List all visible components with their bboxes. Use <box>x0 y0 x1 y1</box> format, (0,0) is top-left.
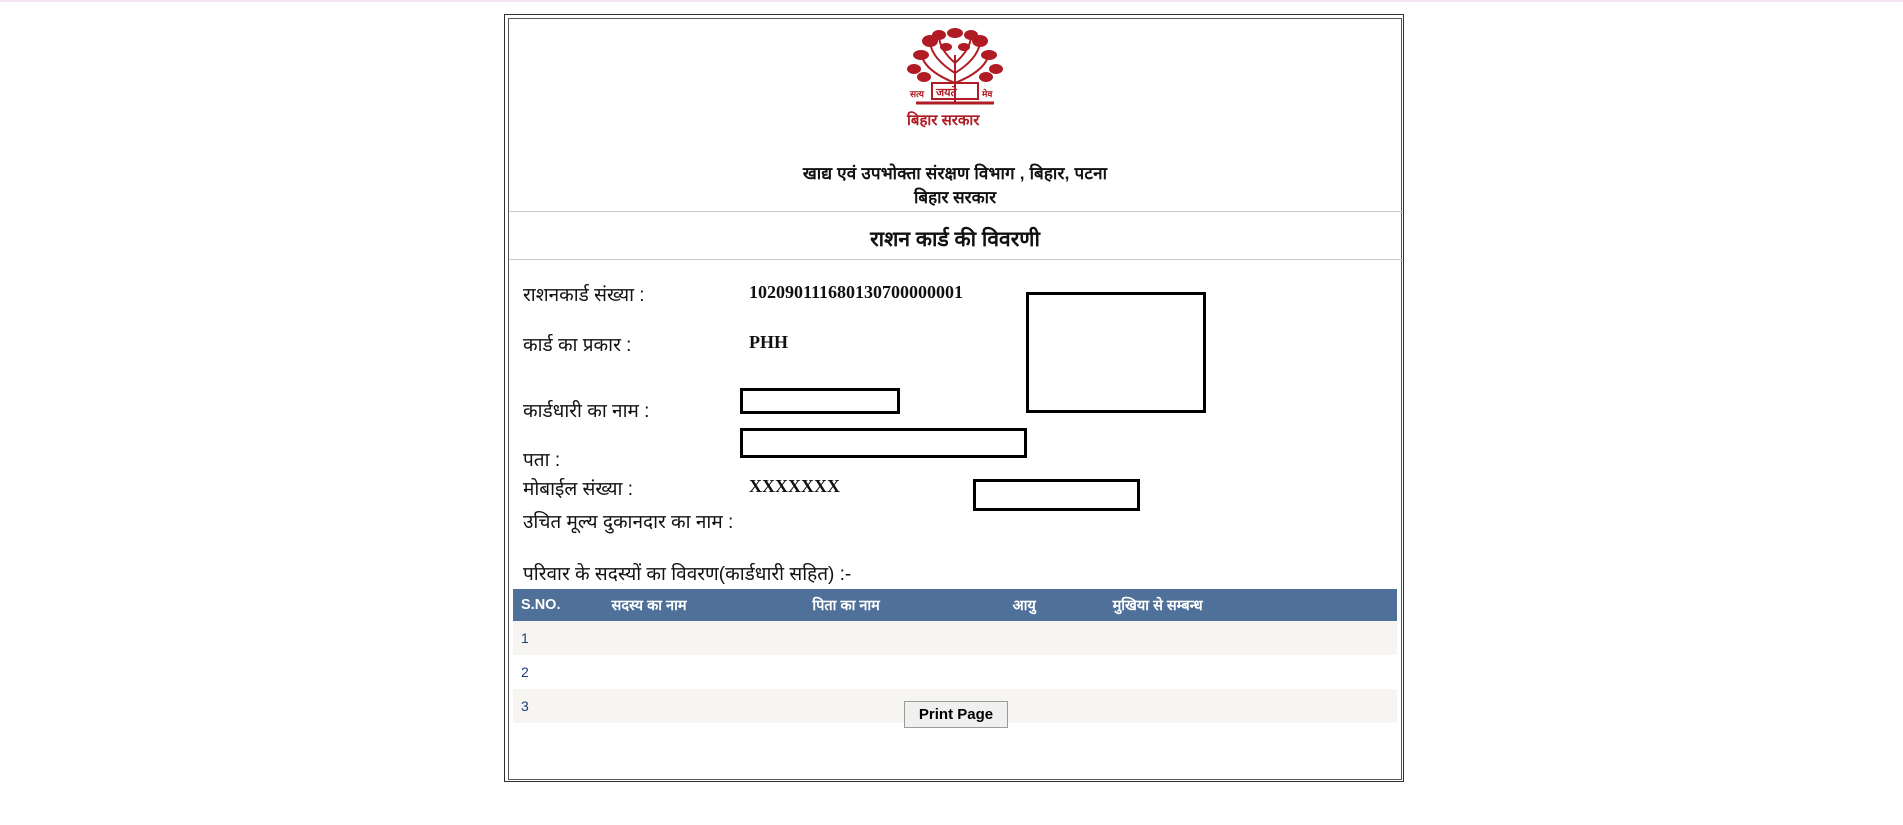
svg-text:जयते: जयते <box>936 87 957 99</box>
column-header-father: पिता का नाम <box>804 589 1004 621</box>
cell-name <box>604 655 805 689</box>
redaction-box-dealer-name <box>973 479 1140 511</box>
ration-card-document <box>504 14 1404 782</box>
cell-sno: 3 <box>513 689 604 723</box>
cell-age <box>1005 655 1105 689</box>
emblem-container <box>509 25 1401 162</box>
table-row <box>513 655 1397 689</box>
column-header-name: सदस्य का नाम <box>604 589 805 621</box>
cell-relation <box>1105 655 1397 689</box>
card-holder-label: कार्डधारी का नाम : <box>523 401 650 422</box>
top-accent-rule <box>0 0 1903 2</box>
cell-sno: 1 <box>513 621 604 655</box>
redaction-box-card-holder-name <box>740 388 900 414</box>
title-divider <box>509 259 1403 260</box>
cell-father <box>804 621 1004 655</box>
cell-father <box>804 655 1004 689</box>
government-name: बिहार सरकार <box>913 188 997 207</box>
cell-name <box>604 621 805 655</box>
department-name: खाद्य एवं उपभोक्ता संरक्षण विभाग , बिहार, पटना <box>802 164 1108 183</box>
card-type-label: कार्ड का प्रकार : <box>523 335 632 356</box>
redaction-box-photo <box>1026 292 1206 413</box>
table-header-row <box>513 589 1397 621</box>
column-header-age: आयु <box>1005 589 1105 621</box>
document-inner-border <box>508 18 1402 780</box>
ration-card-number-value: 102090111680130700000001 <box>749 282 964 302</box>
header-divider <box>509 211 1403 212</box>
mobile-number-label: मोबाईल संख्या : <box>523 479 634 500</box>
print-page-button[interactable]: Print Page <box>904 701 1008 728</box>
card-type-value: PHH <box>749 332 788 352</box>
bihar-government-emblem-icon <box>880 25 1030 157</box>
table-header <box>513 589 1397 621</box>
mobile-number-value: XXXXXXX <box>749 476 840 496</box>
page-title: राशन कार्ड की विवरणी <box>870 228 1040 251</box>
print-button-container <box>509 701 1403 728</box>
family-members-heading: परिवार के सदस्यों का विवरण(कार्डधारी सहित) :- <box>523 564 852 585</box>
cell-age <box>1005 621 1105 655</box>
cell-sno: 2 <box>513 655 604 689</box>
svg-text:मेव: मेव <box>982 89 993 99</box>
column-header-sno: S.NO. <box>513 589 604 621</box>
svg-text:बिहार सरकार: बिहार सरकार <box>907 112 980 129</box>
redaction-box-address <box>740 428 1027 458</box>
svg-text:सत्य: सत्य <box>910 89 924 99</box>
table-row <box>513 621 1397 655</box>
dealer-name-label: उचित मूल्य दुकानदार का नाम : <box>523 512 734 533</box>
cell-relation <box>1105 621 1397 655</box>
column-header-relation: मुखिया से सम्बन्ध <box>1105 589 1397 621</box>
address-label: पता : <box>523 450 561 471</box>
ration-card-number-label: राशनकार्ड संख्या : <box>523 285 645 306</box>
